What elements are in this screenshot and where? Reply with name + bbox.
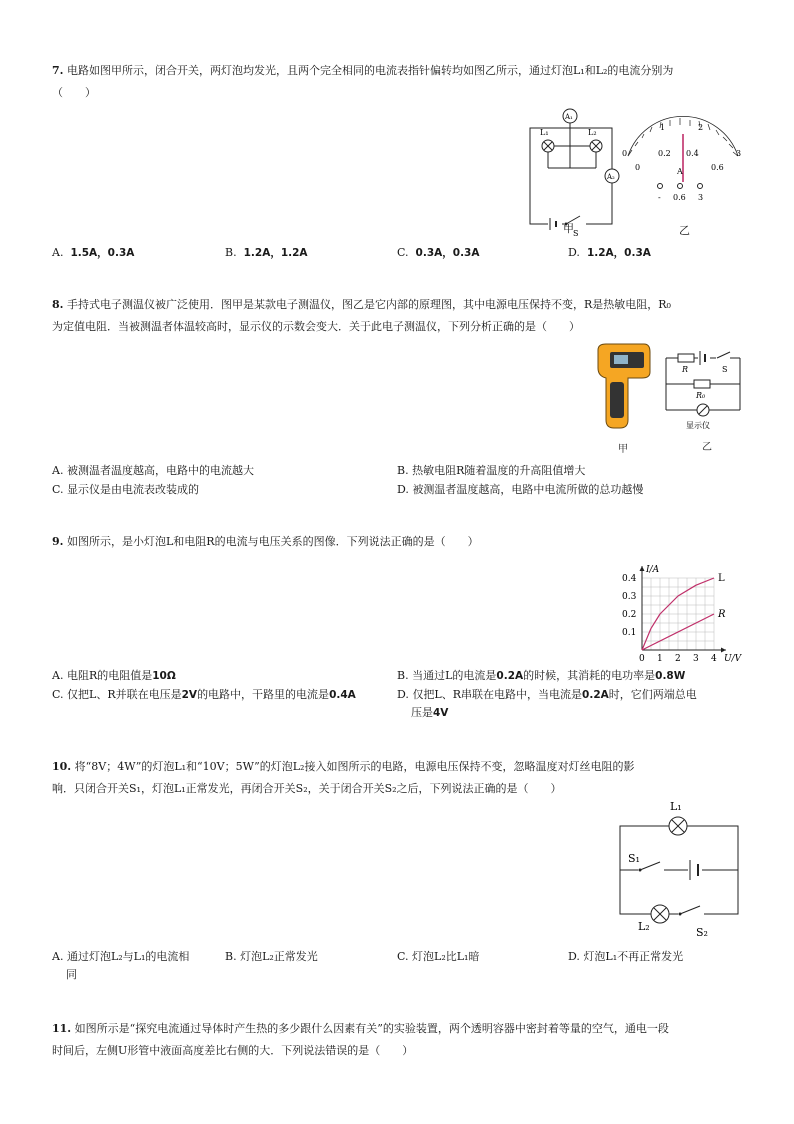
q8-option-c[interactable]: C. 显示仪是由电流表改装成的 <box>52 483 200 496</box>
s-label: S <box>722 365 728 374</box>
r-label: R <box>682 365 689 374</box>
q10-option-a[interactable]: A. 通过灯泡L₂与L₁的电流相 同 <box>52 950 190 981</box>
l1-label: L₁ <box>540 128 549 137</box>
q7-option-d[interactable]: D. 1.2A，0.3A <box>568 246 651 259</box>
question-text-line1: 手持式电子测温仪被广泛使用．图甲是某款电子测温仪，图乙是它内部的原理图，其中电源电压保持不变，R是热敏电阻，R₀ <box>66 298 671 311</box>
q7-option-c[interactable]: C. 0.3A，0.3A <box>397 246 480 259</box>
series-label-R: R <box>718 609 726 620</box>
y-tick-label: 0.3 <box>622 592 637 602</box>
display-label: 显示仪 <box>686 421 710 430</box>
series-label-L: L <box>718 573 725 584</box>
y-tick-label: 0.1 <box>622 628 637 638</box>
y-axis-arrow <box>640 566 645 571</box>
terminal-3: 3 <box>698 193 704 202</box>
question-8-stem <box>52 294 742 338</box>
q10-circuit-figure <box>612 796 748 940</box>
thermometer-gun-image <box>592 342 652 436</box>
question-text-line2: 为定值电阻．当被测温者体温较高时，显示仪的示数会变大．关于此电子测温仪，下列分析正确的是（ ） <box>52 320 580 333</box>
r0-label: R₀ <box>696 391 706 400</box>
resistor-r-icon <box>678 354 694 362</box>
a2-label: A₂ <box>607 173 615 181</box>
question-number: 7. <box>52 64 64 77</box>
q9-option-b[interactable]: B. 当通过L的电流是0.2A的时候，其消耗的电功率是0.8W <box>397 669 686 682</box>
question-11-stem <box>52 1018 742 1062</box>
question-number: 11. <box>52 1022 72 1035</box>
question-text: 电路如图甲所示，闭合开关，两灯泡均发光，且两个完全相同的电流表指针偏转均如图乙所示，通过灯泡L₁和L₂的电流分别为 <box>66 64 674 77</box>
scale-end-right: 0.6 <box>711 163 724 172</box>
question-9-stem <box>52 531 742 553</box>
y-axis-label: I/A <box>646 565 660 575</box>
terminal-06: 0.6 <box>673 193 686 202</box>
y-tick-label: 0.2 <box>622 610 637 620</box>
x-axis-label: U/V <box>724 654 742 662</box>
q10-option-d[interactable]: D. 灯泡L₁不再正常发光 <box>568 950 684 963</box>
scale-top-2: 2 <box>698 123 704 132</box>
l2-label: L₂ <box>588 128 597 137</box>
l1-label: L₁ <box>670 800 682 813</box>
x-tick-label: 0 <box>639 654 645 662</box>
question-number: 10. <box>52 760 72 773</box>
question-text-line2: 时间后，左侧U形管中液面高度差比右侧的大．下列说法错误的是（ ） <box>52 1044 414 1057</box>
q8-option-a[interactable]: A. 被测温者温度越高，电路中的电流越大 <box>52 464 254 477</box>
scale-end-left: 0 <box>635 163 641 172</box>
question-number: 8. <box>52 298 64 311</box>
scale-top-1: 1 <box>660 123 666 132</box>
x-tick-label: 1 <box>657 654 663 662</box>
y-tick-label: 0.4 <box>622 574 637 584</box>
q10-option-b[interactable]: B. 灯泡L₂正常发光 <box>225 950 318 963</box>
a1-label: A₁ <box>565 113 573 121</box>
q8-circuit-figure <box>660 346 746 438</box>
q8-label-yi: 乙 <box>702 442 712 453</box>
x-axis-arrow <box>721 648 726 653</box>
q8-label-jia: 甲 <box>618 444 628 455</box>
q8-option-b[interactable]: B. 热敏电阻R随着温度的升高阻值增大 <box>397 464 586 477</box>
s2-label: S₂ <box>696 926 708 939</box>
switch-s-label: S <box>573 229 579 238</box>
q7-option-a[interactable]: A. 1.5A，0.3A <box>52 246 135 259</box>
question-text-line1: 如图所示是“探究电流通过导体时产生热的多少跟什么因素有关”的实验装置，两个透明容器中密封着等量的空气，通电一段 <box>74 1022 669 1035</box>
q7-option-b[interactable]: B. 1.2A，1.2A <box>225 246 308 259</box>
answer-paren: （ ） <box>52 86 96 99</box>
question-text: 如图所示，是小灯泡L和电阻R的电流与电压关系的图像．下列说法正确的是（ ） <box>66 535 479 548</box>
x-tick-label: 3 <box>693 654 699 662</box>
question-number: 9. <box>52 535 64 548</box>
iu-chart <box>618 560 746 662</box>
ammeter-dial <box>628 116 738 182</box>
q7-figure <box>520 108 760 240</box>
q8-option-d[interactable]: D. 被测温者温度越高，电路中电流所做的总功越慢 <box>397 483 644 496</box>
scale-end-right-top: 3 <box>736 149 742 158</box>
s1-label: S₁ <box>628 852 640 865</box>
question-7-stem <box>52 60 742 104</box>
resistor-r0-icon <box>694 380 710 388</box>
l2-label: L₂ <box>638 920 650 933</box>
figure-label-jia: 甲 <box>563 222 574 235</box>
question-text-line1: 将“8V；4W”的灯泡L₁和“10V；5W”的灯泡L₂接入如图所示的电路，电源电压保持不变，忽略温度对灯丝电阻的影 <box>74 760 635 773</box>
q9-option-d[interactable]: D. 仅把L、R串联在电路中，当电流是0.2A时，它们两端总电 压是4V <box>397 688 697 719</box>
figure-label-yi: 乙 <box>679 224 690 237</box>
q9-option-a[interactable]: A. 电阻R的电阻值是10Ω <box>52 669 176 682</box>
unit-a-label: A <box>677 167 683 176</box>
scale-mid-2: 0.4 <box>686 149 699 158</box>
scale-mid-1: 0.2 <box>658 149 671 158</box>
question-10-stem <box>52 756 742 800</box>
scale-end-left-top: 0 <box>622 149 628 158</box>
terminal-neg: - <box>658 193 661 202</box>
q10-option-c[interactable]: C. 灯泡L₂比L₁暗 <box>397 950 480 963</box>
x-tick-label: 4 <box>711 654 717 662</box>
question-text-line2: 响．只闭合开关S₁，灯泡L₁正常发光，再闭合开关S₂，关于闭合开关S₂之后，下列说法正确的是（ ） <box>52 782 562 795</box>
q9-option-c[interactable]: C. 仅把L、R并联在电压是2V的电路中，干路里的电流是0.4A <box>52 688 356 701</box>
x-tick-label: 2 <box>675 654 681 662</box>
